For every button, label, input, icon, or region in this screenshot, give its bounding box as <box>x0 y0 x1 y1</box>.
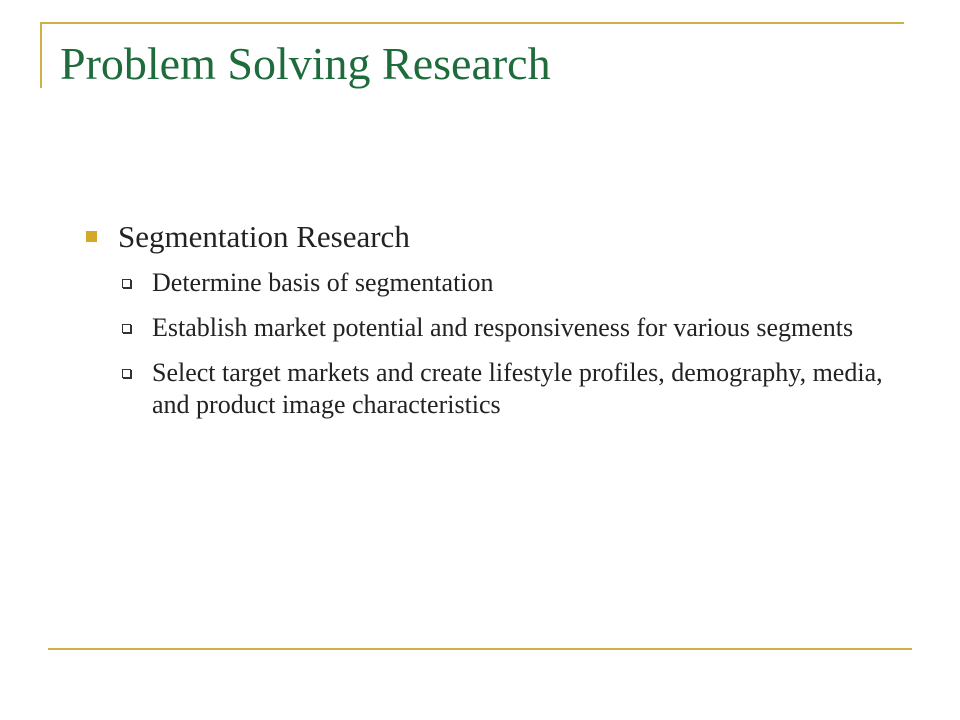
sub-bullet-item <box>86 312 906 344</box>
hollow-square-bullet-icon <box>122 324 131 333</box>
sub-bullet-item <box>86 357 906 421</box>
top-rule <box>40 22 904 24</box>
bullet-text: Segmentation Research <box>118 219 410 254</box>
sub-bullet-list <box>86 267 906 421</box>
sub-bullet-text: Determine basis of segmentation <box>152 268 494 298</box>
slide-title: Problem Solving Research <box>60 38 551 89</box>
sub-bullet-text: Select target markets and create lifestyle profiles, demography, media, and product image characteristics <box>152 358 883 420</box>
hollow-square-bullet-icon <box>122 369 131 378</box>
hollow-square-bullet-icon <box>122 279 131 288</box>
square-bullet-icon <box>86 231 97 242</box>
bottom-rule <box>48 648 912 650</box>
sub-bullet-text: Establish market potential and responsiveness for various segments <box>152 313 854 343</box>
sub-bullet-item <box>86 267 906 299</box>
slide-body <box>86 218 906 434</box>
left-rule <box>40 22 42 88</box>
bullet-item <box>86 218 906 255</box>
